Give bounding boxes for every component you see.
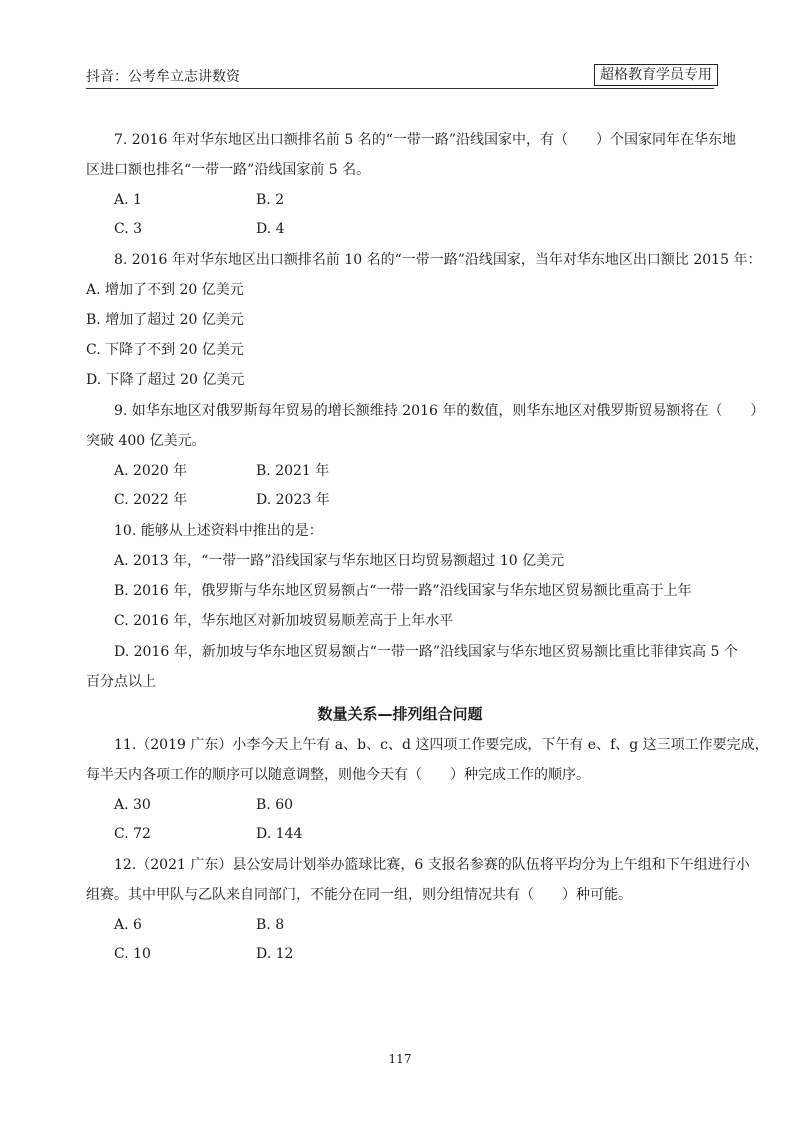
q7-option-d: D. 4 xyxy=(256,221,285,237)
q12-option-d: D. 12 xyxy=(256,946,294,962)
q7-option-a: A. 1 xyxy=(114,192,142,208)
q10-option-b: B. 2016 年，俄罗斯与华东地区贸易额占“一带一路”沿线国家与华东地区贸易额比重高于上年 xyxy=(114,583,692,599)
q12-stem-line2: 组赛。其中甲队与乙队来自同部门，不能分在同一组，则分组情况共有（ ）种可能。 xyxy=(86,887,632,903)
q10-option-c: C. 2016 年，华东地区对新加坡贸易顺差高于上年水平 xyxy=(114,613,454,629)
q8-option-b: B. 增加了超过 20 亿美元 xyxy=(86,312,244,328)
q11-option-b: B. 60 xyxy=(256,797,294,813)
q9-stem-line2: 突破 400 亿美元。 xyxy=(86,433,206,449)
q12-stem-line1: 12.（2021 广东）县公安局计划举办篮球比赛，6 支报名参赛的队伍将平均分为上午组和下午组进行小 xyxy=(114,857,750,873)
q10-option-d: D. 2016 年，新加坡与华东地区贸易额占“一带一路”沿线国家与华东地区贸易额比重比菲律宾高 5 个 xyxy=(114,644,738,660)
q12-option-a: A. 6 xyxy=(114,917,142,933)
q12-option-c: C. 10 xyxy=(114,946,151,962)
q9-option-c: C. 2022 年 xyxy=(114,492,188,508)
q9-option-b: B. 2021 年 xyxy=(256,463,330,479)
page-number: 117 xyxy=(388,1052,412,1066)
q9-option-a: A. 2020 年 xyxy=(114,463,188,479)
q9-option-d: D. 2023 年 xyxy=(256,492,330,508)
q12-option-b: B. 8 xyxy=(256,917,285,933)
q10-option-a: A. 2013 年，“一带一路”沿线国家与华东地区日均贸易额超过 10 亿美元 xyxy=(114,553,565,569)
q8-option-c: C. 下降了不到 20 亿美元 xyxy=(86,342,244,358)
q11-option-d: D. 144 xyxy=(256,826,303,842)
q11-stem-line2: 每半天内各项工作的顺序可以随意调整，则他今天有（ ）种完成工作的顺序。 xyxy=(86,767,590,783)
q8-option-a: A. 增加了不到 20 亿美元 xyxy=(86,282,244,298)
q10-stem: 10. 能够从上述资料中推出的是： xyxy=(114,523,323,539)
q11-stem-line1: 11.（2019 广东）小李今天上午有 a、b、c、d 这四项工作要完成，下午有 e、f、g 这三项工作要完成， xyxy=(114,737,769,753)
q7-stem-line1: 7. 2016 年对华东地区出口额排名前 5 名的“一带一路”沿线国家中，有（ ）个国家同年在华东地 xyxy=(114,132,737,148)
q9-stem-line1: 9. 如华东地区对俄罗斯每年贸易的增长额维持 2016 年的数值，则华东地区对俄罗斯贸易额将在（ ） xyxy=(114,403,765,419)
header-exclusive-badge: 超格教育学员专用 xyxy=(594,64,718,86)
q7-stem-line2: 区进口额也排名“一带一路”沿线国家前 5 名。 xyxy=(86,162,371,178)
section-title: 数量关系—排列组合问题 xyxy=(317,705,483,723)
q8-option-d: D. 下降了超过 20 亿美元 xyxy=(86,372,245,388)
q11-option-a: A. 30 xyxy=(114,797,151,813)
header-source-text: 抖音：公考牟立志讲数资 xyxy=(86,69,240,85)
q7-option-b: B. 2 xyxy=(256,192,285,208)
q8-stem-line1: 8. 2016 年对华东地区出口额排名前 10 名的“一带一路”沿线国家，当年对华东地区出口额比 2015 年： xyxy=(114,252,762,268)
q7-option-c: C. 3 xyxy=(114,221,143,237)
q10-option-d-continued: 百分点以上 xyxy=(86,674,156,690)
header-rule xyxy=(86,88,714,89)
q11-option-c: C. 72 xyxy=(114,826,151,842)
